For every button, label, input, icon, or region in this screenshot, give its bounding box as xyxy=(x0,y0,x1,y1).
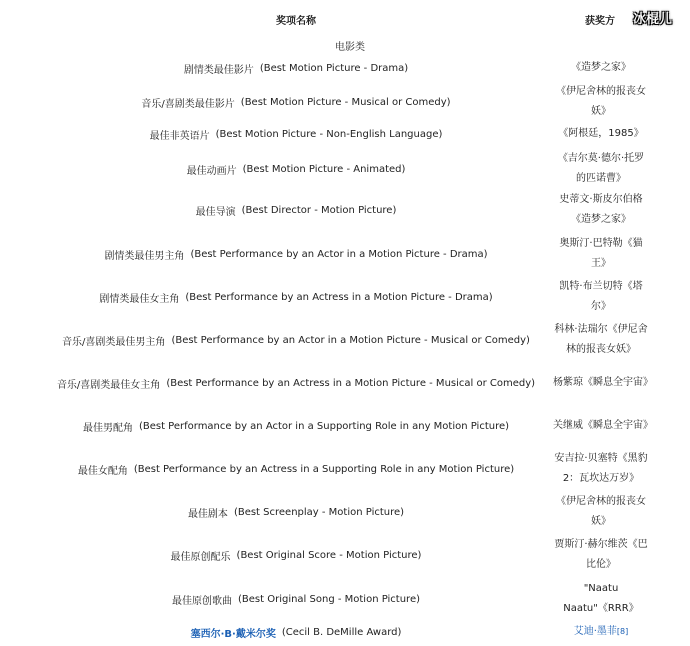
award-name-en: (Best Motion Picture - Non-English Language) xyxy=(215,128,443,140)
winner-text: 关继威《瞬息全宇宙》 xyxy=(553,420,653,431)
award-name xyxy=(0,362,592,404)
table-row xyxy=(0,405,690,447)
award-name xyxy=(0,124,592,144)
award-name-zh: 音乐/喜剧类最佳影片 xyxy=(141,98,235,110)
table-row xyxy=(0,319,690,361)
winner-cell xyxy=(553,81,649,123)
award-name-zh: 最佳原创配乐 xyxy=(170,551,231,563)
winner-text: 史蒂文·斯皮尔伯格《造梦之家》 xyxy=(559,194,643,225)
winner-text: 科林·法瑞尔《伊尼舍林的报丧女妖》 xyxy=(554,324,648,355)
award-name-zh: 最佳动画片 xyxy=(186,165,237,177)
award-name xyxy=(0,56,592,80)
award-name xyxy=(0,190,592,230)
winner-text: 凯特·布兰切特《塔尔》 xyxy=(559,281,643,312)
award-name-en: (Best Performance by an Actor in a Supporting Role in any Motion Picture) xyxy=(138,420,510,432)
award-name xyxy=(0,148,592,190)
winner-text: 《伊尼舍林的报丧女妖》 xyxy=(556,496,646,527)
award-name xyxy=(0,448,592,490)
award-name-zh: 剧情类最佳女主角 xyxy=(99,293,180,305)
winner-text: 《造梦之家》 xyxy=(571,62,631,73)
winner-text: 《阿根廷，1985》 xyxy=(558,128,644,139)
award-name-zh: 最佳原创歌曲 xyxy=(171,595,232,607)
winner-text: 安吉拉·贝塞特《黑豹2：瓦坎达万岁》 xyxy=(554,453,648,484)
table-row xyxy=(0,276,690,318)
winner-cell xyxy=(553,148,649,190)
table-row xyxy=(0,491,690,533)
award-name-zh: 最佳男配角 xyxy=(82,422,133,434)
award-name-en: (Best Performance by an Actor in a Motion Picture - Drama) xyxy=(190,248,488,260)
award-name-zh: 剧情类最佳影片 xyxy=(183,64,254,76)
award-name-en: (Best Screenplay - Motion Picture) xyxy=(233,506,405,518)
award-name xyxy=(0,233,592,275)
winner-text: 《吉尔莫·德尔·托罗的匹诺曹》 xyxy=(557,153,645,184)
table-row xyxy=(0,56,690,80)
award-name-zh-link[interactable]: 塞西尔·B·戴米尔奖 xyxy=(190,628,276,640)
winner-cell xyxy=(553,362,653,404)
table-row xyxy=(0,620,690,644)
table-row xyxy=(0,362,690,404)
winner-cell xyxy=(553,534,649,576)
award-name-en: (Best Original Score - Motion Picture) xyxy=(236,549,422,561)
award-name-en: (Best Performance by an Actress in a Supporting Role in any Motion Picture) xyxy=(133,463,515,475)
table-row xyxy=(0,448,690,490)
table-row xyxy=(0,577,690,621)
winner-cell xyxy=(553,448,649,490)
winner-cell: 艾迪·墨菲 [8] xyxy=(553,620,649,644)
winner-cell xyxy=(553,577,649,621)
award-name xyxy=(0,405,592,447)
award-name xyxy=(0,491,592,533)
award-name-zh: 最佳导演 xyxy=(195,206,236,218)
award-name-zh: 最佳女配角 xyxy=(77,465,128,477)
award-name-en: (Cecil B. DeMille Award) xyxy=(281,626,402,638)
winner-cell xyxy=(553,124,649,144)
award-name xyxy=(0,534,592,576)
award-name-zh: 音乐/喜剧类最佳男主角 xyxy=(62,336,166,348)
award-name-zh: 音乐/喜剧类最佳女主角 xyxy=(56,379,161,391)
award-name xyxy=(0,81,592,123)
award-name-zh: 最佳剧本 xyxy=(187,508,228,520)
award-name-en: (Best Performance by an Actress in a Motion Picture - Drama) xyxy=(185,291,493,303)
award-name-en: (Best Motion Picture - Drama) xyxy=(259,62,409,74)
award-name-en: (Best Motion Picture - Animated) xyxy=(242,163,406,175)
table-row xyxy=(0,534,690,576)
table-row xyxy=(0,148,690,190)
winner-text: "Naatu Naatu"《RRR》 xyxy=(563,583,639,614)
winner-text: 杨紫琼《瞬息全宇宙》 xyxy=(553,377,653,388)
table-row xyxy=(0,124,690,144)
award-name xyxy=(0,276,592,318)
table-row xyxy=(0,233,690,275)
winner-link[interactable]: 艾迪·墨菲 xyxy=(573,626,617,637)
table-row xyxy=(0,190,690,230)
award-name-zh: 剧情类最佳男主角 xyxy=(104,250,185,262)
winner-cell xyxy=(553,276,649,318)
winner-cell xyxy=(553,233,649,275)
award-name-en: (Best Director - Motion Picture) xyxy=(241,204,397,216)
award-name-en: (Best Original Song - Motion Picture) xyxy=(237,593,421,605)
award-column-header: 奖项名称 xyxy=(276,16,316,27)
winner-text: 贾斯汀·赫尔维茨《巴比伦》 xyxy=(554,539,648,570)
section-title: 电影类 xyxy=(335,42,365,53)
award-name xyxy=(0,620,592,644)
award-name xyxy=(0,319,592,361)
watermark: 冰棍儿 xyxy=(633,12,673,27)
award-name-en: (Best Performance by an Actress in a Motion Picture - Musical or Comedy) xyxy=(166,377,536,389)
winner-cell xyxy=(553,491,649,533)
winner-text: 奥斯汀·巴特勒《猫王》 xyxy=(559,238,643,269)
award-name-en: (Best Performance by an Actor in a Motion Picture - Musical or Comedy) xyxy=(171,334,530,346)
award-name-en: (Best Motion Picture - Musical or Comedy) xyxy=(240,96,451,108)
winner-cell xyxy=(553,319,649,361)
table-header xyxy=(0,12,690,28)
award-name xyxy=(0,577,592,621)
table-row xyxy=(0,81,690,123)
winner-column-header: 获奖方 xyxy=(585,16,615,27)
winner-text: 《伊尼舍林的报丧女妖》 xyxy=(556,86,646,117)
winner-cell xyxy=(553,405,653,447)
winner-cell xyxy=(553,190,649,230)
award-name-zh: 最佳非英语片 xyxy=(149,130,210,142)
winner-cell xyxy=(553,56,649,80)
